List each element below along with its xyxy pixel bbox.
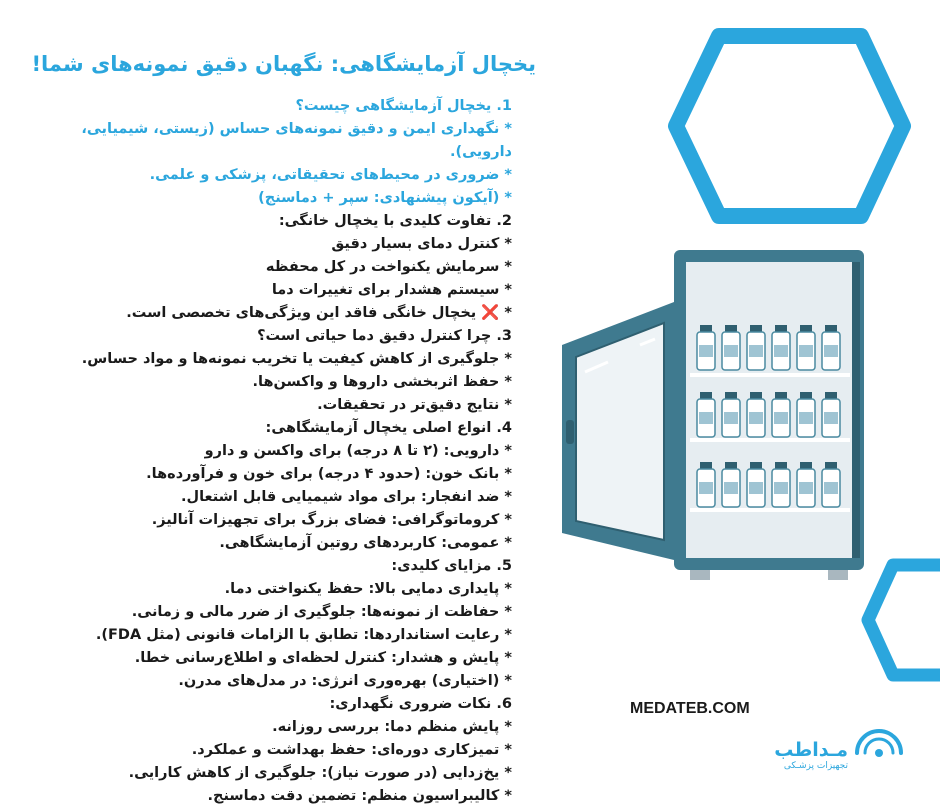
text-line: * پایش و هشدار: کنترل لحظه‌ای و اطلاع‌رسانی خطا. bbox=[134, 650, 512, 666]
text-line: * سیستم هشدار برای تغییرات دما bbox=[271, 282, 512, 298]
text-line: * ضد انفجار: برای مواد شیمیایی قابل اشتعال. bbox=[181, 489, 512, 505]
text-line: * یخ‌زدایی (در صورت نیاز): جلوگیری از کاهش کارایی. bbox=[128, 765, 512, 781]
text-line: 1. یخچال آزمایشگاهی چیست؟ bbox=[295, 98, 512, 114]
text-line: * بانک خون: (حدود ۴ درجه) برای خون و فرآورده‌ها. bbox=[146, 466, 512, 482]
vial-icon bbox=[697, 462, 715, 507]
text-line: * جلوگیری از کاهش کیفیت یا تخریب نمونه‌ها و مواد حساس. bbox=[81, 351, 512, 367]
text-line: * نگهداری ایمن و دقیق نمونه‌های حساس (زیستی، شیمیایی، bbox=[81, 121, 512, 137]
text-line: * تمیزکاری دوره‌ای: حفظ بهداشت و عملکرد. bbox=[191, 742, 512, 758]
vial-icon bbox=[822, 462, 840, 507]
vial-icon bbox=[772, 325, 790, 370]
text-line: * (اختیاری) بهره‌وری انرژی: در مدل‌های مدرن. bbox=[178, 673, 512, 689]
page-title: یخچال آزمایشگاهی: نگهبان دقیق نمونه‌های شما! bbox=[31, 52, 536, 76]
text-line: * دارویی: (۲ تا ۸ درجه) برای واکسن و دارو bbox=[204, 443, 512, 459]
text-line: * کنترل دمای بسیار دقیق bbox=[331, 236, 512, 252]
text-line: * حفظ اثربخشی داروها و واکسن‌ها. bbox=[252, 374, 512, 390]
vial-icon bbox=[797, 462, 815, 507]
vial-icon bbox=[697, 392, 715, 437]
vial-icon bbox=[797, 325, 815, 370]
vial-icon bbox=[822, 392, 840, 437]
text-line: 4. انواع اصلی یخچال آزمایشگاهی: bbox=[265, 420, 512, 436]
text-line: * عمومی: کاربردهای روتین آزمایشگاهی. bbox=[219, 535, 512, 551]
text-line: * پایداری دمایی بالا: حفظ یکنواختی دما. bbox=[224, 581, 512, 597]
cross-icon: ❌ bbox=[481, 305, 500, 321]
lab-fridge-illustration bbox=[562, 250, 864, 580]
vial-icon bbox=[747, 462, 765, 507]
text-line: 5. مزایای کلیدی: bbox=[391, 558, 512, 574]
text-line: * ❌ یخچال خانگی فاقد این ویژگی‌های تخصصی است. bbox=[126, 305, 512, 321]
vial-icon bbox=[772, 392, 790, 437]
vial-icon bbox=[722, 462, 740, 507]
text-line: 6. نکات ضروری نگهداری: bbox=[329, 696, 512, 712]
vial-icon bbox=[797, 392, 815, 437]
hexagon-outline-top bbox=[676, 36, 903, 216]
text-line: 3. چرا کنترل دقیق دما حیاتی است؟ bbox=[257, 328, 512, 344]
hexagon-outline-bottom bbox=[868, 565, 940, 675]
text-line: * نتایج دقیق‌تر در تحقیقات. bbox=[317, 397, 512, 413]
vial-icon bbox=[772, 462, 790, 507]
logo-name: مـداطب bbox=[774, 739, 848, 761]
vial-icon bbox=[747, 325, 765, 370]
vial-icon bbox=[747, 392, 765, 437]
text-line: * (آیکون پیشنهادی: سپر + دماسنج) bbox=[258, 190, 512, 206]
text-line: * کروماتوگرافی: فضای بزرگ برای تجهیزات آنالیز. bbox=[151, 512, 512, 528]
vial-icon bbox=[722, 392, 740, 437]
website-url: MEDATEB.COM bbox=[630, 700, 750, 717]
text-line: * پایش منظم دما: بررسی روزانه. bbox=[272, 719, 512, 735]
vial-icon bbox=[697, 325, 715, 370]
text-line: * حفاظت از نمونه‌ها: جلوگیری از ضرر مالی و زمانی. bbox=[131, 604, 512, 620]
text-line: * ضروری در محیط‌های تحقیقاتی، پزشکی و علمی. bbox=[149, 167, 512, 183]
text-line: 2. تفاوت کلیدی با یخچال خانگی: bbox=[278, 213, 512, 229]
vial-icon bbox=[722, 325, 740, 370]
text-line: دارویی). bbox=[449, 144, 512, 160]
text-line: * رعایت استانداردها: تطابق با الزامات قانونی (مثل FDA). bbox=[95, 627, 512, 643]
vial-icon bbox=[822, 325, 840, 370]
logo-subtitle: تجهیزات پزشـکی bbox=[783, 761, 848, 771]
text-line: * سرمایش یکنواخت در کل محفظه bbox=[265, 259, 512, 275]
text-line: * کالیبراسیون منظم: تضمین دقت دماسنج. bbox=[207, 788, 512, 804]
